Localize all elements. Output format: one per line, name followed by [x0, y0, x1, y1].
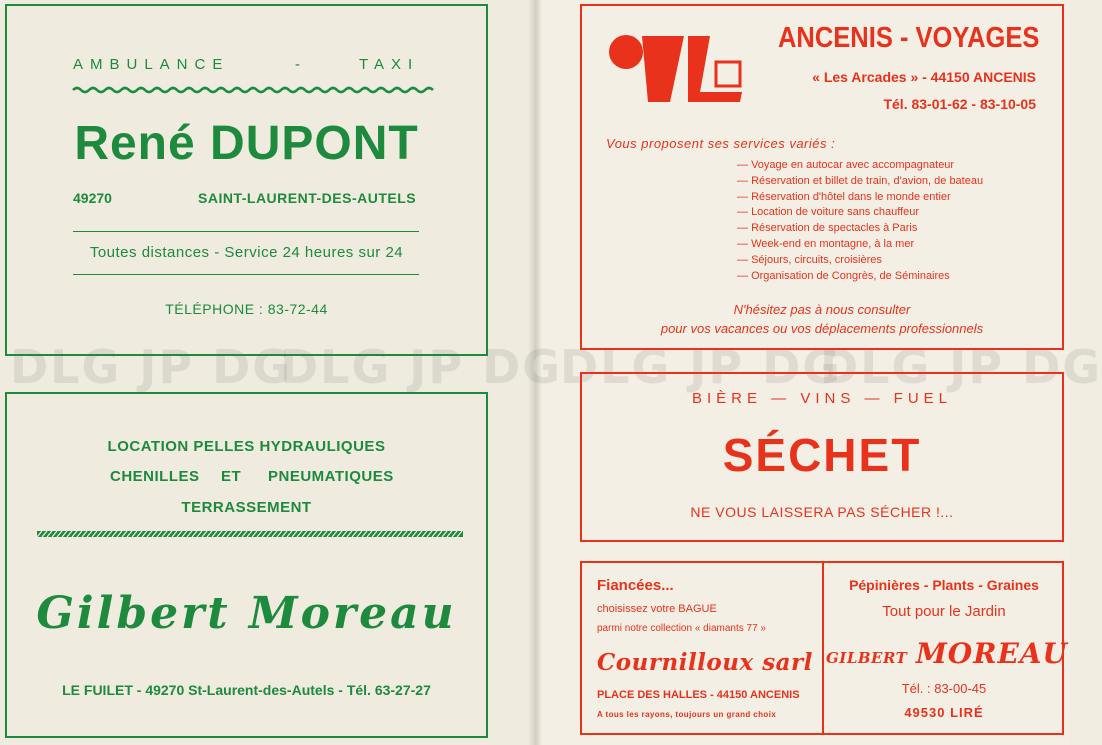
service-line-3: TERRASSEMENT: [181, 499, 312, 516]
nursery-subheading: Tout pour le Jardin: [882, 603, 1006, 620]
phone: TÉLÉPHONE : 83-72-44: [165, 301, 328, 317]
sechet-ad: [580, 372, 1064, 542]
services-intro: Vous proposent ses services variés :: [606, 136, 836, 151]
nursery-name-first: GILBERT: [826, 649, 908, 667]
bottom-double-ad: [580, 561, 1068, 735]
nursery-town: 49530 LIRÉ: [904, 705, 984, 720]
service-line-1: LOCATION PELLES HYDRAULIQUES: [107, 438, 386, 455]
closing-line-2: pour vos vacances ou vos déplacements professionnels: [660, 321, 984, 336]
business-name-script: Gilbert Moreau: [36, 588, 457, 639]
divider-top: [73, 231, 419, 232]
moreau-excavation-ad: [5, 392, 488, 738]
wavy-underline: [73, 86, 429, 94]
nursery-name-last: MOREAU: [915, 637, 1068, 670]
slogan: NE VOUS LAISSERA PAS SÉCHER !...: [690, 504, 954, 520]
fiancees-line-2: parmi notre collection « diamants 77 »: [597, 623, 766, 634]
service-hours: Toutes distances - Service 24 heures sur 24: [89, 244, 404, 261]
address: LE FUILET - 49270 St-Laurent-des-Autels - Tél. 63-27-27: [62, 682, 431, 698]
nursery-heading: Pépinières - Plants - Graines: [849, 577, 1039, 593]
agency-address: « Les Arcades » - 44150 ANCENIS: [812, 69, 1036, 85]
header-taxi: TAXI: [359, 56, 420, 73]
ancenis-voyages-ad: [580, 4, 1064, 350]
service-item: — Organisation de Congrès, de Séminaires: [737, 269, 983, 285]
service-item: — Séjours, circuits, croisières: [737, 253, 983, 269]
rope-divider: [37, 530, 463, 538]
nursery-name: [826, 637, 1068, 670]
header-dash: -: [295, 56, 307, 73]
ambulance-taxi-ad: [5, 4, 488, 356]
closing-line-1: N'hésitez pas à nous consulter: [733, 302, 911, 317]
fiancees-heading: Fiancées...: [597, 577, 674, 594]
service-item: — Réservation de spectacles à Paris: [737, 221, 983, 237]
service-item: — Location de voiture sans chauffeur: [737, 205, 983, 221]
service-item: — Réservation d'hôtel dans le monde entier: [737, 190, 983, 206]
products-header: BIÈRE — VINS — FUEL: [691, 390, 953, 407]
agency-phone: Tél. 83-01-62 - 83-10-05: [883, 96, 1036, 112]
jeweler-tagline: A tous les rayons, toujours un grand choix: [597, 710, 777, 719]
service-line-2b: ET: [221, 468, 242, 485]
service-item: — Réservation et billet de train, d'avion, de bateau: [737, 174, 983, 190]
agency-name: ANCENIS - VOYAGES: [778, 22, 1040, 54]
business-name: SÉCHET: [722, 429, 922, 481]
postcode: 49270: [73, 190, 112, 206]
ad-divider: [822, 563, 824, 733]
fiancees-line-1: choisissez votre BAGUE: [597, 603, 717, 615]
ancenis-logo-icon: [604, 32, 744, 108]
page-spine: [528, 0, 542, 745]
header-ambulance: AMBULANCE: [73, 56, 230, 73]
jeweler-address: PLACE DES HALLES - 44150 ANCENIS: [597, 689, 800, 701]
town: SAINT-LAURENT-DES-AUTELS: [198, 190, 417, 206]
nursery-phone: Tél. : 83-00-45: [901, 681, 987, 696]
business-name: René DUPONT: [74, 117, 419, 170]
divider-bottom: [73, 274, 419, 275]
service-item: — Voyage en autocar avec accompagnateur: [737, 158, 983, 174]
service-item: — Week-end en montagne, à la mer: [737, 237, 983, 253]
service-line-2c: PNEUMATIQUES: [268, 468, 394, 485]
services-list: [737, 158, 983, 284]
service-line-2a: CHENILLES: [110, 468, 200, 485]
jeweler-name: Cournilloux sarl: [597, 649, 813, 676]
